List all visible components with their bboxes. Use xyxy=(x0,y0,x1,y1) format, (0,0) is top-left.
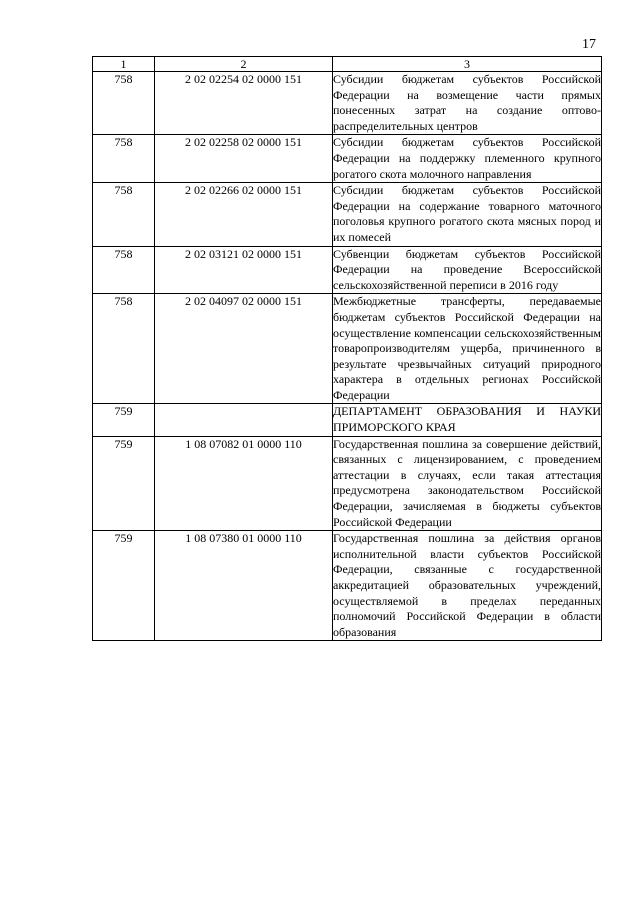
description-cell: Государственная пошлина за действия органов исполнительной власти субъектов Российской Федерации, связанные с государственной аккредитацией образовательных учреждений, осуществляемой в пределах переданных полномочий Российской Федерации в области образования xyxy=(333,531,602,641)
description-cell: Межбюджетные трансферты, передаваемые бюджетам субъектов Российской Федерации на осуществление компенсации сельскохозяйственным товаропроизводителям ущерба, причиненного в результате чрезвычайных ситуаций природного характера в отдельных регионах Российской Федерации xyxy=(333,294,602,404)
admin-code-cell: 759 xyxy=(93,404,155,436)
table-header-row xyxy=(93,57,602,72)
column-header-2: 2 xyxy=(155,57,333,72)
admin-code-cell: 758 xyxy=(93,183,155,246)
admin-code-cell: 758 xyxy=(93,246,155,294)
income-code-cell: 1 08 07082 01 0000 110 xyxy=(155,436,333,531)
column-header-3: 3 xyxy=(333,57,602,72)
table-row xyxy=(93,246,602,294)
department-title-cell: ДЕПАРТАМЕНТ ОБРАЗОВАНИЯ И НАУКИ ПРИМОРСКОГО КРАЯ xyxy=(333,404,602,436)
income-code-cell: 1 08 07380 01 0000 110 xyxy=(155,531,333,641)
description-cell: Субвенции бюджетам субъектов Российской Федерации на проведение Всероссийской сельскохозяйственной переписи в 2016 году xyxy=(333,246,602,294)
table-row xyxy=(93,135,602,183)
income-code-cell: 2 02 02266 02 0000 151 xyxy=(155,183,333,246)
income-code-cell: 2 02 02258 02 0000 151 xyxy=(155,135,333,183)
income-code-cell: 2 02 02254 02 0000 151 xyxy=(155,72,333,135)
description-cell: Субсидии бюджетам субъектов Российской Федерации на поддержку племенного крупного рогатого скота молочного направления xyxy=(333,135,602,183)
admin-code-cell: 758 xyxy=(93,135,155,183)
admin-code-cell: 759 xyxy=(93,436,155,531)
income-code-cell: 2 02 03121 02 0000 151 xyxy=(155,246,333,294)
income-code-cell xyxy=(155,404,333,436)
table-row xyxy=(93,531,602,641)
table-row-department xyxy=(93,404,602,436)
table-row xyxy=(93,183,602,246)
admin-code-cell: 759 xyxy=(93,531,155,641)
column-header-1: 1 xyxy=(93,57,155,72)
income-code-cell: 2 02 04097 02 0000 151 xyxy=(155,294,333,404)
page-number: 17 xyxy=(582,37,596,52)
description-cell: Субсидии бюджетам субъектов Российской Федерации на возмещение части прямых понесенных затрат на создание оптово-распределительных центров xyxy=(333,72,602,135)
table-row xyxy=(93,294,602,404)
table-row xyxy=(93,436,602,531)
table-row xyxy=(93,72,602,135)
admin-code-cell: 758 xyxy=(93,72,155,135)
admin-code-cell: 758 xyxy=(93,294,155,404)
budget-classification-table xyxy=(92,56,602,641)
description-cell: Государственная пошлина за совершение действий, связанных с лицензированием, с проведением аттестации в случаях, если такая аттестация предусмотрена законодательством Российской Федерации, зачисляемая в бюджеты субъектов Российской Федерации xyxy=(333,436,602,531)
description-cell: Субсидии бюджетам субъектов Российской Федерации на содержание товарного маточного поголовья крупного рогатого скота мясных пород и их помесей xyxy=(333,183,602,246)
